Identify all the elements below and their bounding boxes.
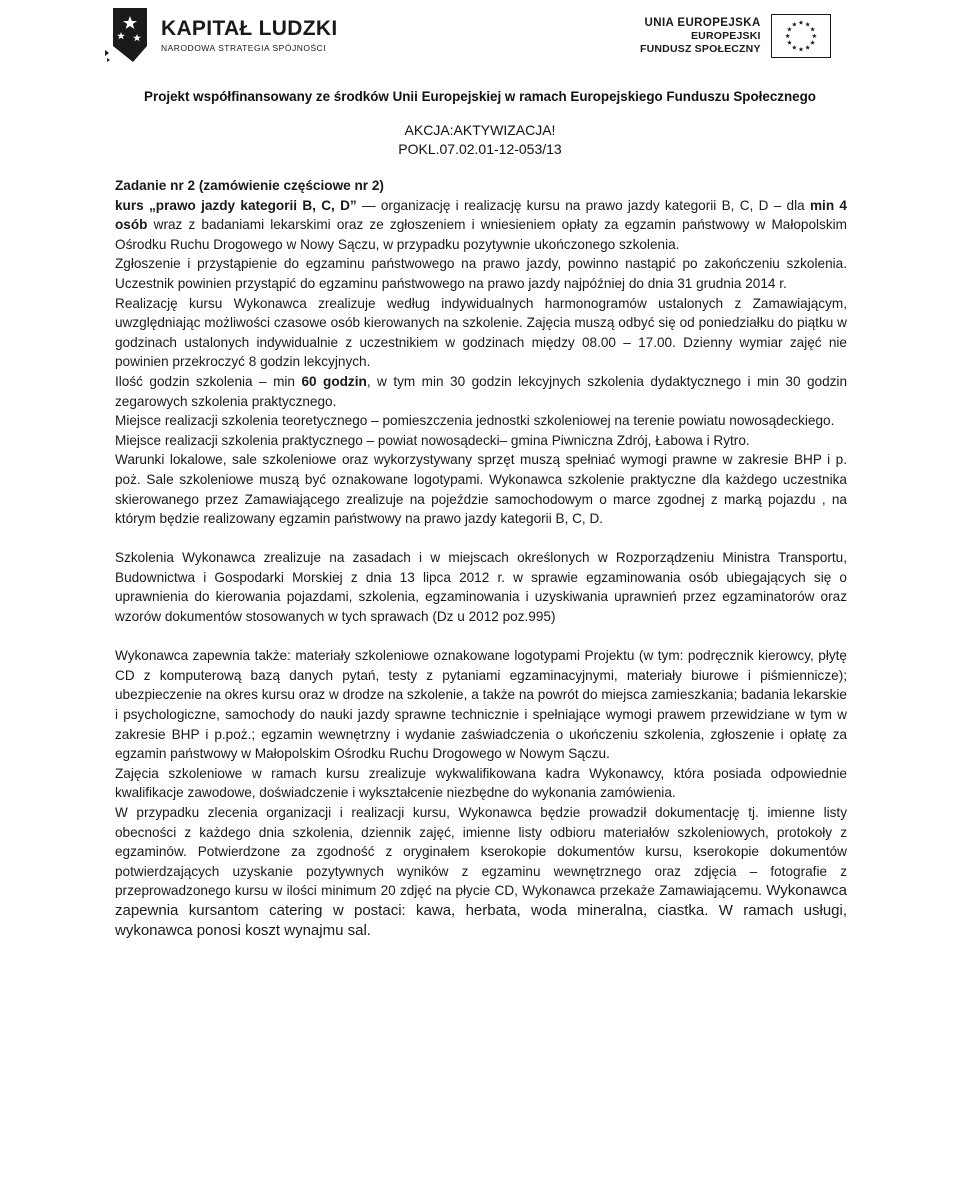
project-cofinancing-line: Projekt współfinansowany ze środków Unii Europejskiej w ramach Europejskiego Funduszu Społecznego (144, 89, 816, 104)
eu-logo-line3: FUNDUSZ SPOŁECZNY (640, 43, 761, 55)
document-body (115, 176, 847, 940)
pokl-code: POKL.07.02.01-12-053/13 (398, 141, 562, 157)
paragraph-staff: Zajęcia szkoleniowe w ramach kursu zrealizuje wykwalifikowana kadra Wykonawcy, która posiada odpowiednie kwalifikacje zawodowe, doświadczenie i wykształcenie niezbędne do wykonania zamówienia. (115, 765, 847, 801)
kapital-ludzki-subtitle: NARODOWA STRATEGIA SPÓJNOŚCI (161, 42, 327, 53)
paragraph-catering: Wykonawca zapewnia kursantom catering w postaci: kawa, herbata, woda mineralna, ciastka. W ramach usługi, wykonawca ponosi koszt wynajmu sal. (115, 882, 847, 939)
kapital-ludzki-title: KAPITAŁ LUDZKI (161, 16, 338, 40)
paragraph-schedule: Realizację kursu Wykonawca zrealizuje według indywidualnych harmonogramów ustalonych z Zamawiającym, uwzględniając możliwości czasowe osób kierowanych na szkolenie. Zajęcia muszą odbyć się od poniedziałku do piątku w godzinach ustalonych indywidualnie z uczestnikiem w godzinach między 08.00 – 17.00. Dzienny wymiar zajęć nie powinien przekroczyć 8 godzin lekcyjnych. (115, 295, 847, 370)
task-heading: Zadanie nr 2 (zamówienie częściowe nr 2) (115, 178, 384, 193)
eu-logo-line1: UNIA EUROPEJSKA (644, 17, 761, 29)
eu-logo (640, 14, 831, 58)
eu-flag-icon (771, 14, 831, 58)
project-code-block (0, 121, 960, 159)
paragraph-premises: Warunki lokalowe, sale szkoleniowe oraz wykorzystywany sprzęt muszą spełniać wymogi prawne w zakresie BHP i p. poż. Sale szkoleniowe muszą być oznakowane logotypami. Wykonawca szkolenie praktyczne dla każdego uczestnika skierowanego przez Zamawiającego zrealizuje na pojeździe samochodowym o marce zgodnej z marką pojazdu , na którym będzie realizowany egzamin państwowy na prawo jazdy kategorii B, C, D. (115, 452, 847, 527)
document-header (0, 0, 960, 104)
paragraph-theory-location: Miejsce realizacji szkolenia teoretycznego – pomieszczenia jednostki szkoleniowej na terenie powiatu nowosądeckiego. (115, 413, 835, 429)
paragraph-documentation (115, 803, 847, 940)
paragraph-practice-location: Miejsce realizacji szkolenia praktycznego – powiat nowosądecki– gmina Piwniczna Zdrój, Łabowa i Rytro. (115, 432, 750, 448)
task-intro-tail: wraz z badaniami lekarskimi oraz ze zgłoszeniem i wniesieniem opłaty za egzamin państwowy w Małopolskim Ośrodku Ruchu Drogowego w Nowy Sączu, w przypadku pozytywnie ukończonego szkolenia. (115, 217, 847, 252)
paragraph-hours-tail: , w tym min 30 godzin lekcyjnych szkolenia dydaktycznego i min 30 godzin zegarowych szkolenia praktycznego. (115, 373, 848, 409)
paragraph-hours (115, 372, 847, 411)
paragraph-exam-deadline: Zgłoszenie i przystąpienie do egzaminu państwowego na prawo jazdy, powinno nastąpić po zakończeniu szkolenia. Uczestnik powinien przystąpić do egzaminu państwowego na prawo jazdy najpóźniej do dnia 31 grudnia 2014 r. (115, 256, 847, 291)
task-min-participants: min 4 osób (115, 197, 847, 233)
paragraph-hours-bold: 60 godzin (301, 373, 367, 389)
paragraph-regulation: Szkolenia Wykonawca zrealizuje na zasadach i w miejscach określonych w Rozporządzeniu Ministra Transportu, Budownictwa i Gospodarki Morskiej z dnia 13 lipca 2012 r. w sprawie egzaminowania osób ubiegających się o uprawnienia do kierowania pojazdami, szkolenia, egzaminowania i uzyskiwania uprawnień przez egzaminatorów oraz wzorów dokumentów stosowanych w tych sprawach (Dz u 2012 poz.995) (115, 550, 847, 625)
kapital-ludzki-emblem-icon (103, 6, 155, 64)
task-intro (115, 196, 847, 255)
action-code: AKCJA:AKTYWIZACJA! (404, 122, 556, 138)
kapital-ludzki-logo (103, 6, 337, 64)
eu-logo-line2: EUROPEJSKI (690, 30, 761, 42)
paragraph-hours-text: Ilość godzin szkolenia – min (115, 373, 302, 389)
task-course-name: kurs „prawo jazdy kategorii B, C, D” (115, 197, 357, 213)
paragraph-provisions: Wykonawca zapewnia także: materiały szkoleniowe oznakowane logotypami Projektu (w tym: podręcznik kierowcy, płytę CD z komputerową bazą danych pytań, testy z pytaniami egzaminacyjnymi, materiały biurowe i piśmiennicze); ubezpieczenie na okres kursu oraz w drodze na szkolenie, a także na powrót do miejsca zamieszkania; badania lekarskie i psychologiczne, samochody do nauki jazdy sprawne technicznie i spełniające wymogi prawem przewidziane w tym w zakresie BHP i p.poż.; egzamin wewnętrzny i wydanie zaświadczenia o ukończeniu szkolenia, zgłoszenie i opłatę za egzamin państwowy w Małopolskim Ośrodku Ruchu Drogowego w Nowym Sączu. (115, 648, 847, 762)
paragraph-documentation-text: W przypadku zlecenia organizacji i realizacji kursu, Wykonawca będzie prowadził dokumentację tj. imienne listy obecności z każdego dnia szkolenia, dziennik zajęć, imienne listy odbioru materiałów szkoleniowych, protokoły z egzaminów. Potwierdzone za zgodność z oryginałem kserokopie dokumentów kursu, kserokopie dokumentów potwierdzających uzyskanie pozytywnych wyników z egzaminu wewnętrznego oraz zdjęcia – fotografie z przeprowadzonego kursu w ilości minimum 20 zdjęć na płycie CD, Wykonawca przekaże Zamawiającemu. (115, 805, 847, 899)
task-intro-text: — organizację i realizację kursu na prawo jazdy kategorii B, C, D – dla (356, 197, 810, 213)
